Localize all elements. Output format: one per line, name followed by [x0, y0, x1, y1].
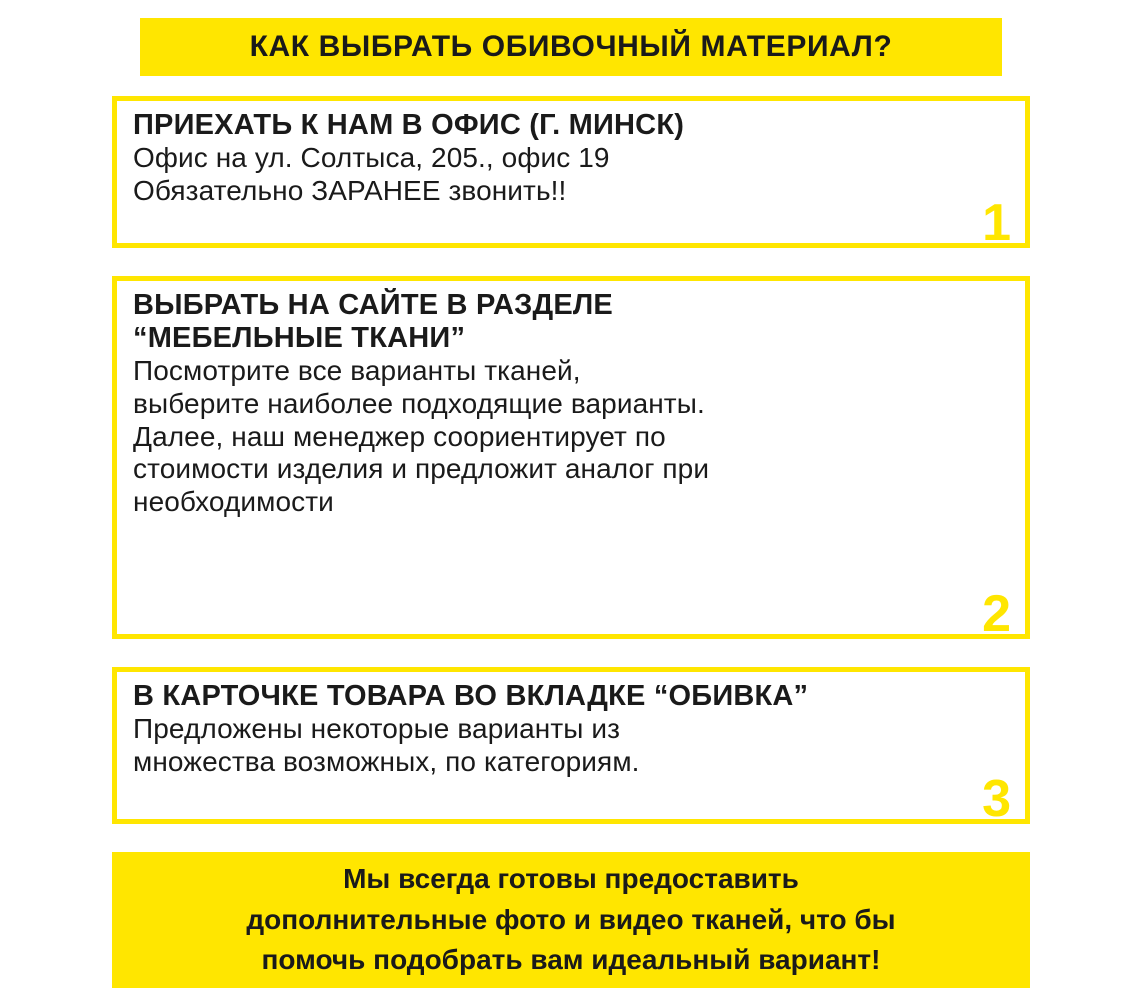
- step-1-line-1: Офис на ул. Солтыса, 205., офис 19: [133, 142, 610, 174]
- footer-line-2: дополнительные фото и видео тканей, что бы: [246, 903, 896, 935]
- step-3-line-2: множества возможных, по категориям.: [133, 745, 640, 777]
- footer-banner: [112, 852, 1030, 988]
- step-2-title-line-1: ВЫБРАТЬ НА САЙТЕ В РАЗДЕЛЕ: [133, 289, 613, 321]
- step-3-line-1: Предложены некоторые варианты из: [133, 713, 621, 745]
- step-1-line-2: Обязательно ЗАРАНЕЕ звонить!!: [133, 174, 567, 206]
- step-1-title: ПРИЕХАТЬ К НАМ В ОФИС (Г. МИНСК): [133, 109, 685, 141]
- footer-line-1: Мы всегда готовы предоставить: [343, 863, 799, 895]
- step-card-2: [112, 276, 1030, 643]
- step-2-line-2: выберите наиболее подходящие варианты.: [133, 387, 705, 419]
- step-2-line-1: Посмотрите все варианты тканей,: [133, 355, 581, 387]
- step-1-number: 1: [982, 194, 1011, 252]
- step-card-1: [112, 96, 1030, 252]
- page-title: КАК ВЫБРАТЬ ОБИВОЧНЫЙ МАТЕРИАЛ?: [249, 30, 893, 63]
- step-2-line-5: необходимости: [133, 486, 334, 518]
- header-banner: [140, 18, 1002, 76]
- step-2-line-3: Далее, наш менеджер соориентирует по: [133, 420, 666, 452]
- step-2-title-line-2: “МЕБЕЛЬНЫЕ ТКАНИ”: [133, 322, 466, 355]
- footer-line-3: помочь подобрать вам идеальный вариант!: [261, 944, 881, 976]
- step-3-title: В КАРТОЧКЕ ТОВАРА ВО ВКЛАДКЕ “ОБИВКА”: [133, 680, 809, 712]
- step-3-number: 3: [982, 770, 1011, 828]
- step-2-line-4: стоимости изделия и предложит аналог при: [133, 453, 710, 485]
- step-card-3: [112, 667, 1030, 828]
- step-2-number: 2: [982, 585, 1011, 643]
